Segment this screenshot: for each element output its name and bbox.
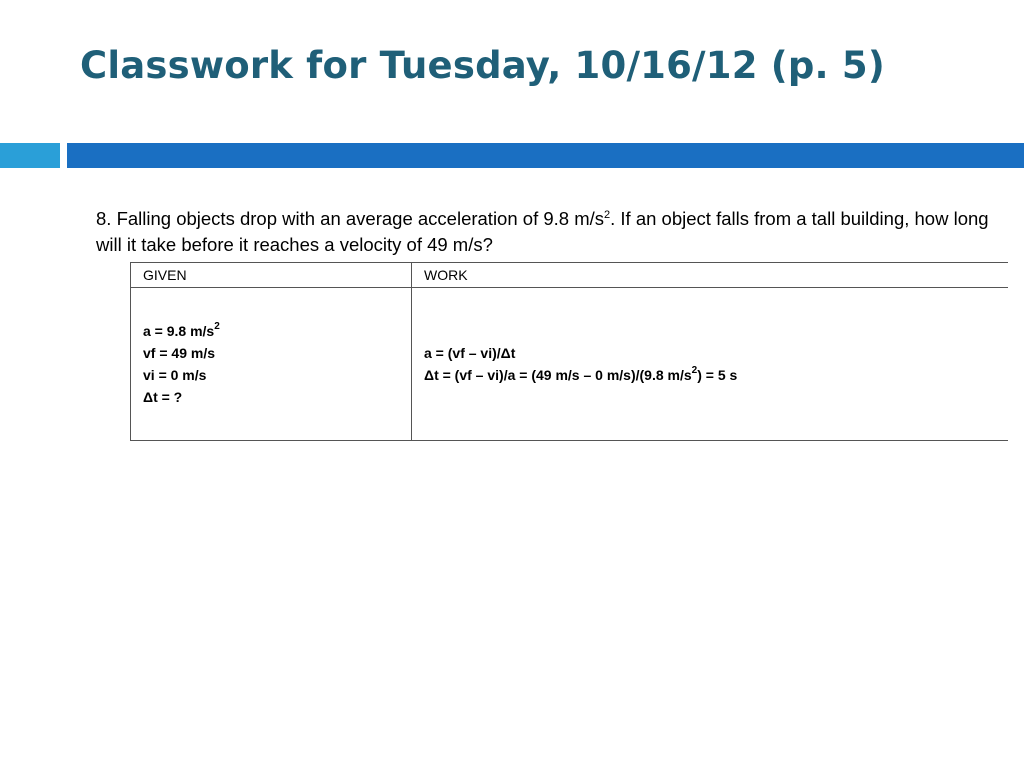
work-formula: a = (vf – vi)/Δt [424,345,516,361]
work-solution [424,364,1008,386]
question-text-part1: 8. Falling objects drop with an average acceleration of 9.8 m/s [96,208,605,229]
given-acceleration [143,320,411,342]
given-acceleration-text: a = 9.8 m/s [143,323,215,339]
question-exponent: 2 [604,209,611,221]
question-text [96,206,996,258]
slide-title: Classwork for Tuesday, 10/16/12 (p. 5) [80,44,885,87]
header-accent-bar-light [0,143,60,168]
given-work-table [130,262,1008,441]
work-solution-result: ) = 5 s [697,367,738,383]
header-work: WORK [412,263,1009,288]
header-given: GIVEN [131,263,412,288]
given-initial-velocity: vi = 0 m/s [143,367,207,383]
given-cell [131,288,412,441]
given-time-unknown: Δt = ? [143,389,183,405]
given-acceleration-exponent: 2 [214,321,220,332]
work-solution-text: Δt = (vf – vi)/a = (49 m/s – 0 m/s)/(9.8 m/s [424,367,692,383]
work-solution-exponent: 2 [691,365,698,376]
question-text-part2: . If an object falls from a tall building, how long will it take before it reaches a velocity of 49 m/s? [96,208,989,255]
work-cell [412,288,1009,441]
given-final-velocity: vf = 49 m/s [143,345,215,361]
header-accent-bar-dark [67,143,1024,168]
